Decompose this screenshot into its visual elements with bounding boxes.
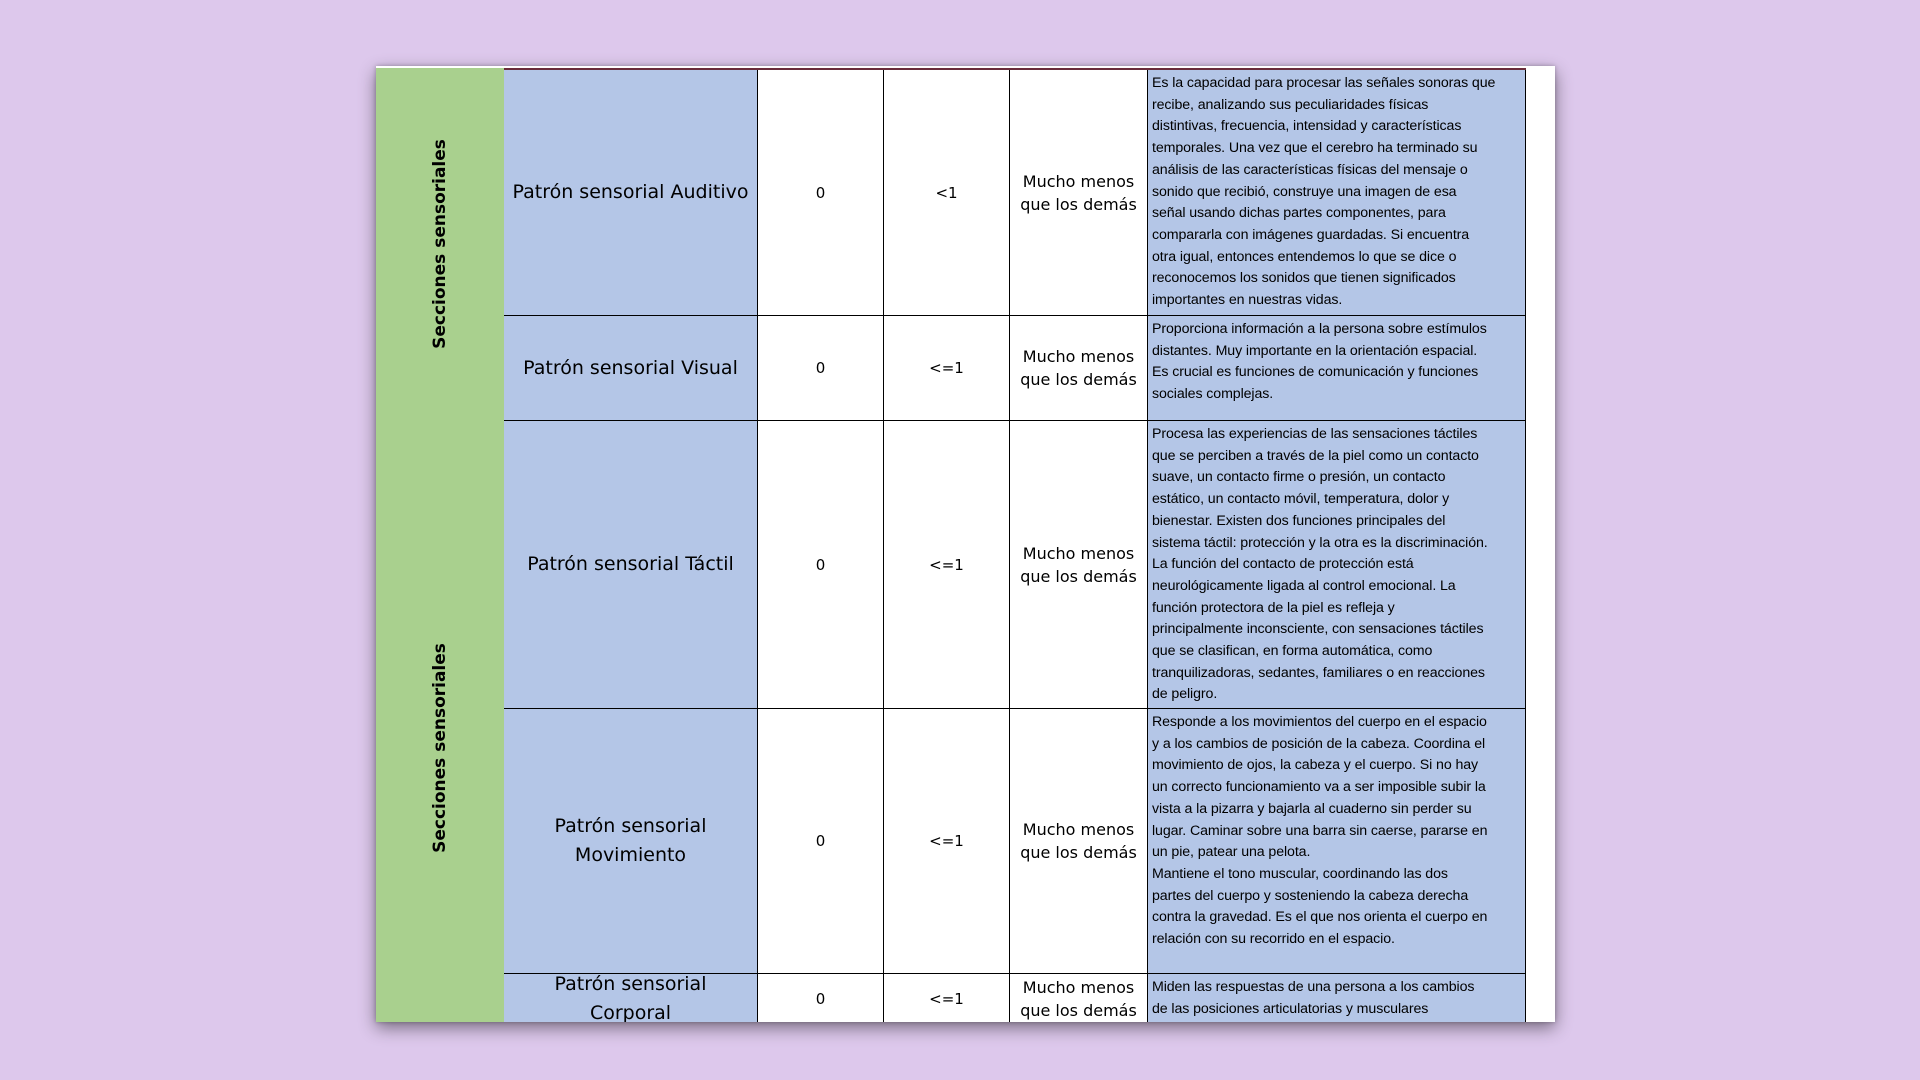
classification-cell: Mucho menos que los demás xyxy=(1010,421,1148,708)
description-cell: Miden las respuestas de una persona a los cambios de las posiciones articulatorias y musculares xyxy=(1148,974,1526,1022)
score-cell: 0 xyxy=(758,316,884,420)
range-cell: <=1 xyxy=(884,316,1010,420)
page-margin xyxy=(1526,66,1555,1022)
table-row xyxy=(504,974,1526,1022)
classification-cell: Mucho menos que los demás xyxy=(1010,709,1148,973)
score-cell: 0 xyxy=(758,974,884,1022)
score-cell: 0 xyxy=(758,421,884,708)
range-cell: <=1 xyxy=(884,421,1010,708)
section-label-top: Secciones sensoriales xyxy=(430,139,450,349)
classification-cell: Mucho menos que los demás xyxy=(1010,974,1148,1022)
section-column xyxy=(376,68,505,1022)
table-row xyxy=(504,421,1526,709)
pattern-name-cell: Patrón sensorial Movimiento xyxy=(504,709,758,973)
classification-cell: Mucho menos que los demás xyxy=(1010,70,1148,315)
description-cell: Responde a los movimientos del cuerpo en el espacio y a los cambios de posición de la cabeza. Coordina el movimiento de ojos, la cabeza y el cuerpo. Si no hay un correcto funcionamiento va a ser imposible subir la vista a la pizarra y bajarla al cuaderno sin perder su lugar. Caminar sobre una barra sin caerse, pararse en un pie, patear una pelota. Mantiene el tono muscular, coordinando las dos partes del cuerpo y sosteniendo la cabeza derecha contra la gravedad. Es el que nos orienta el cuerpo en relación con su recorrido en el espacio. xyxy=(1148,709,1526,973)
score-cell: 0 xyxy=(758,70,884,315)
description-cell: Es la capacidad para procesar las señales sonoras que recibe, analizando sus peculiaridades físicas distintivas, frecuencia, intensidad y características temporales. Una vez que el cerebro ha terminado su análisis de las características físicas del mensaje o sonido que recibió, construye una imagen de esa señal usando dichas partes componentes, para compararla con imágenes guardadas. Si encuentra otra igual, entonces entendemos lo que se dice o reconocemos los sonidos que tienen significados importantes en nuestras vidas. xyxy=(1148,70,1526,315)
description-cell: Procesa las experiencias de las sensaciones táctiles que se perciben a través de la piel como un contacto suave, un contacto firme o presión, un contacto estático, un contacto móvil, temperatura, dolor y bienestar. Existen dos funciones principales del sistema táctil: protección y la otra es la discriminación. La función del contacto de protección está neurológicamente ligada al control emocional. La función protectora de la piel es refleja y principalmente inconsciente, con sensaciones táctiles que se clasifican, en forma automática, como tranquilizadoras, sedantes, familiares o en reacciones de peligro. xyxy=(1148,421,1526,708)
pattern-name-cell: Patrón sensorial Auditivo xyxy=(504,70,758,315)
section-label-main: Secciones sensoriales xyxy=(430,643,450,853)
table-row xyxy=(504,70,1526,316)
description-cell: Proporciona información a la persona sobre estímulos distantes. Muy importante en la orientación espacial. Es crucial es funciones de comunicación y funciones sociales complejas. xyxy=(1148,316,1526,420)
score-cell: 0 xyxy=(758,709,884,973)
classification-cell: Mucho menos que los demás xyxy=(1010,316,1148,420)
range-cell: <1 xyxy=(884,70,1010,315)
table-row xyxy=(504,316,1526,421)
pattern-name-cell: Patrón sensorial Corporal xyxy=(504,974,758,1022)
pattern-name-cell: Patrón sensorial Visual xyxy=(504,316,758,420)
pattern-name-cell: Patrón sensorial Táctil xyxy=(504,421,758,708)
table-row xyxy=(504,709,1526,974)
range-cell: <=1 xyxy=(884,709,1010,973)
spreadsheet-page xyxy=(376,66,1555,1022)
range-cell: <=1 xyxy=(884,974,1010,1022)
